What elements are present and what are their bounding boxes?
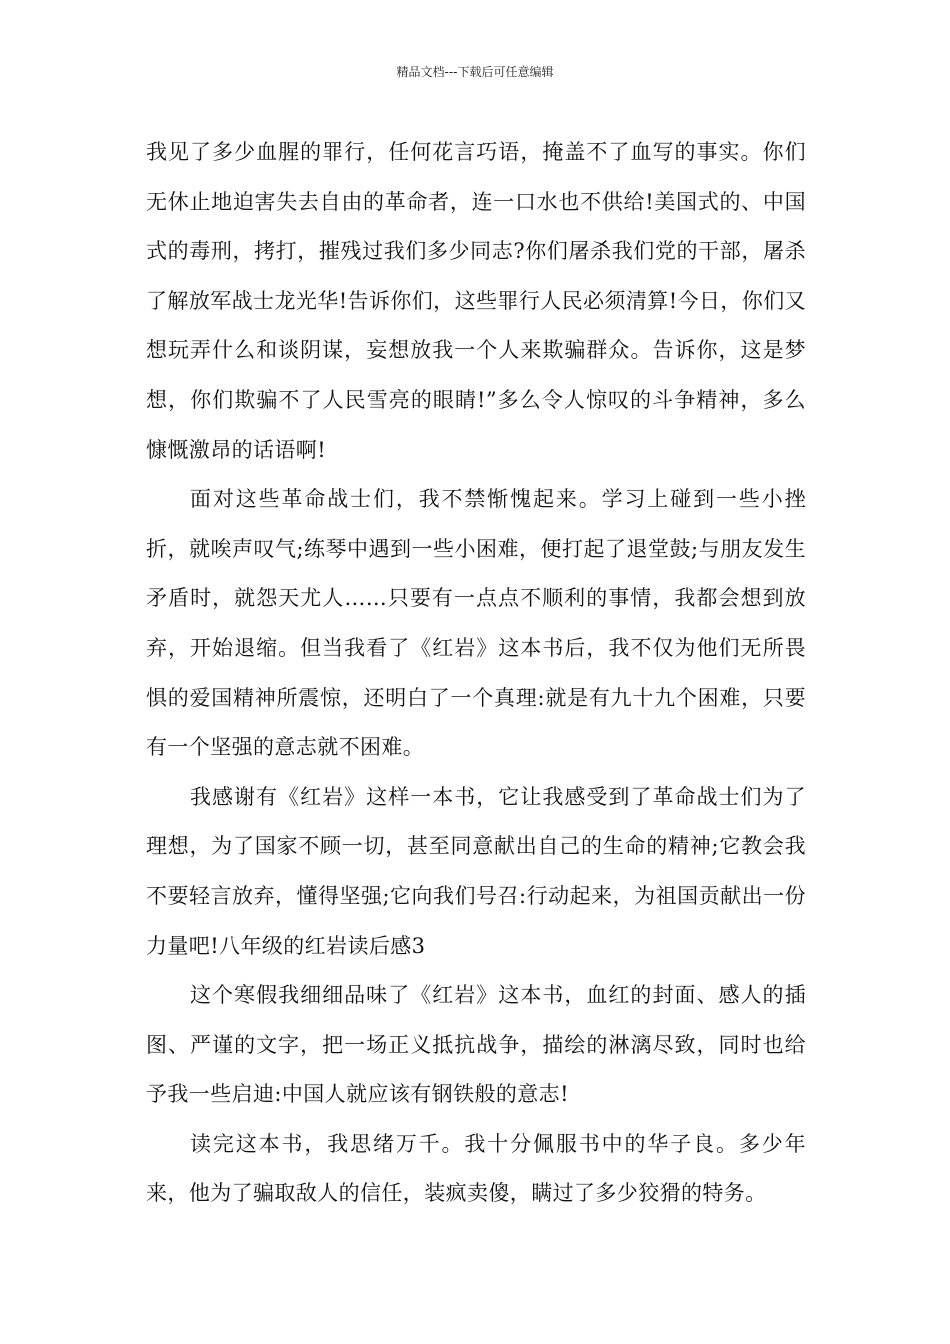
text-line: 我见了多少血腥的罪行，任何花言巧语，掩盖不了血写的事实。你 — [146, 140, 785, 164]
text-line: 也给予我一些启迪:中国人就应该有钢铁般的意志! — [146, 1032, 806, 1107]
text-line: 会我不要轻言放弃，懂得坚强;它向我们号召:行动起来，为祖国贡 — [146, 834, 806, 908]
text-line: 发生矛盾时，就怨天尤人……只要有一点点不顺利的事情，我都会 — [146, 536, 806, 611]
page-header: 精品文档---下载后可任意编辑 — [396, 65, 554, 79]
text-line: 了理想，为了国家不顾一切，甚至同意献出自己的生命的精神;它教 — [146, 784, 806, 859]
text-line: 困难，只要有一个坚强的意志就不困难。 — [146, 685, 806, 760]
text-line: 面对这些革命战士们，我不禁惭愧起来。学习上碰到一些小挫 — [190, 487, 806, 512]
document-body — [146, 128, 806, 1219]
text-line: 这是梦想，你们欺骗不了人民雪亮的眼睛!”多么令人惊叹的斗争精 — [146, 338, 806, 412]
text-line: 这个寒假我细细品味了《红岩》这本书，血红的封面、感人的 — [190, 983, 785, 1008]
paragraph — [146, 128, 806, 475]
text-line: 插图、严谨的文字，把一场正义抵抗战争，描绘的淋漓尽致，同时 — [146, 983, 806, 1057]
text-line: 献出一份力量吧!八年级的红岩读后感3 — [146, 883, 806, 958]
text-line: 来，他为了骗取敌人的信任，装疯卖傻，瞒过了多少狡猾的特务。 — [146, 1181, 767, 1206]
text-line: 我感谢有《红岩》这样一本书，它让我感受到了革命战士们为 — [190, 784, 785, 809]
text-line: 们无所畏惧的爱国精神所震惊，还明白了一个真理:就是有九十九个 — [146, 635, 806, 710]
text-line: 折，就唉声叹气;练琴中遇到一些小困难，便打起了退堂鼓;与朋友 — [146, 536, 764, 561]
paragraph — [146, 773, 806, 971]
paragraph — [146, 971, 806, 1120]
paragraph — [146, 1120, 806, 1219]
paragraph — [146, 475, 806, 773]
text-line: 想到放弃，开始退缩。但当我看了《红岩》这本书后，我不仅为他 — [146, 586, 806, 660]
text-line: 中国式的毒刑，拷打，摧残过我们多少同志?你们屠杀我们党的干部， — [146, 189, 806, 264]
text-line: 屠杀了解放军战士龙光华!告诉你们，这些罪行人民必须清算!今日， — [146, 239, 806, 313]
text-line: 们无休止地迫害失去自由的革命者，连一口水也不供给!美国式的、 — [146, 140, 806, 214]
text-line: 读完这本书，我思绪万千。我十分佩服书中的华子良。多少年 — [190, 1131, 806, 1156]
text-line: 你们又想玩弄什么和谈阴谋，妄想放我一个人来欺骗群众。告诉你， — [146, 288, 807, 363]
text-line: 神，多么慷慨激昂的话语啊! — [146, 387, 806, 462]
